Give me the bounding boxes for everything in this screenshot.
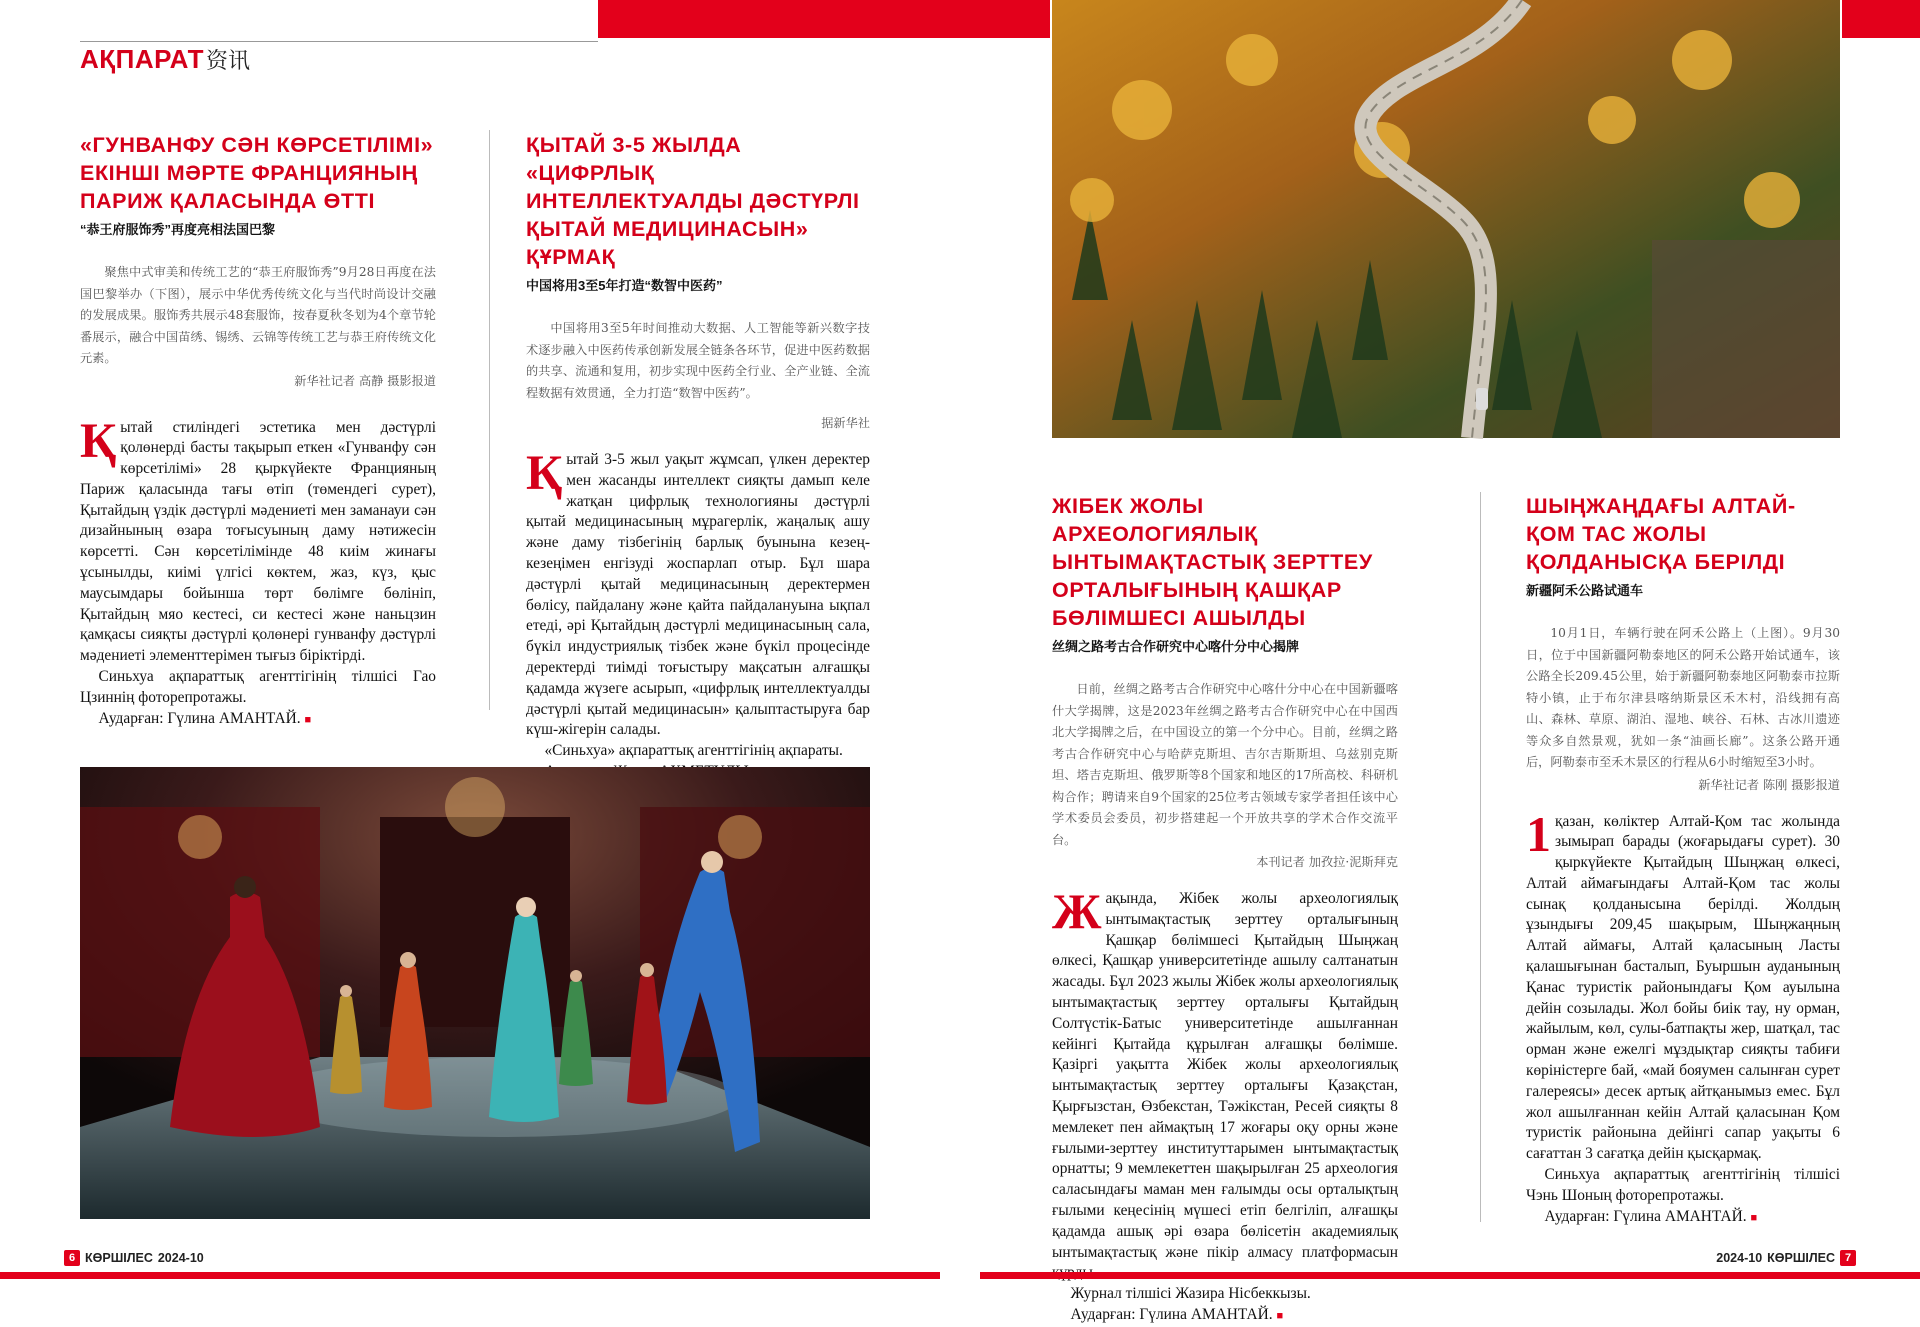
- article-kz-note: «Синьхуа» ақпараттық агенттігінің ақпараты.: [544, 742, 843, 760]
- magazine-name: КӨРШІЛЕС: [85, 1251, 153, 1265]
- article-subhead: 丝绸之路考古合作研究中心喀什分中心揭牌: [1052, 639, 1300, 654]
- article-kz-note: Синьхуа ақпараттық агенттігінің тілшісі Гао Цзиннің фоторепротажы.: [80, 668, 436, 706]
- drop-cap: Қ: [526, 444, 563, 500]
- fashion-runway-photo: [80, 767, 870, 1219]
- article-altai-road: [1526, 492, 1840, 1228]
- section-label-zh: 资讯: [206, 48, 251, 73]
- article-translator: Аударған: Гүлина АМАНТАЙ.: [1544, 1207, 1747, 1225]
- article-zh-credit: 据新华社: [821, 416, 870, 430]
- top-red-bar-left: [598, 0, 1050, 38]
- bottom-red-bar-left: [0, 1272, 940, 1279]
- article-kz-text: қазан, көліктер Алтай-Қом тас жолында зымырап барады (жоғарыдағы сурет). 30 қыркүйекте Қытайдың Шыңжаң өлкесі, Алтай аймағындағы Алтай-Қом тас жолы сынақ қолданысына берілді. Жолдың ұзындығы 209,45 шақырым, Шыңжаңның Алтай аймағы, Алтай қаласының Ласты қалашығынан басталып, Буыршын ауданының Қанас туристік районындағы Қом ауылына дейін созылады. Жол бойы биік тау, ну орман, жайылым, көл, сулы-батпақты жер, шатқал, тас орман және ежелгі мұздықтар сияқты табиғи көріністерге бай, «май бояумен салынған сурет галереясы» десек артық айтқанымыз емес. Бұл жол ашылғаннан кейін Алтай қаласынан Қом туристік районына дейінгі сапар уақыты 6 сағаттан 3 сағатқа дейін қысқармақ.: [1526, 812, 1840, 1163]
- article-kz-text: ытай стиліндегі эстетика мен дәстүрлі қолөнерді басты тақырып еткен «Гунванфу сән көрсетілімі» 28 қыркүйекте Францияның Париж қаласында тағы өтіп (төмендегі сурет), Қытайдың үздік дәстүрлі мәдениеті мен заманауи сән дизайнының өзара тоғысуының даму нәтижесін көрсетті. Сән көрсетілімінде 48 киім жинағы ұсынылды, киімі үлгісі көктем, жаз, күз, қыс маусымдары бойынша төрт бөлімге бөлініп, Қытайдың мяо кестесі, си кестесі және наньцзин қамқасы сияқты дәстүрлі қолөнері гунванфу дәстүрлі мәдениеті элементтерімен тығыз біріктірді.: [80, 418, 436, 665]
- article-kz-text: ытай 3-5 жыл уақыт жұмсап, үлкен деректер мен жасанды интеллект сияқты дамып келе жатқан цифрлық технологияны дәстүрлі қытай медицинасының мұрагерлік, жаңалық ашу және даму тізбегінің барлық буынына кезең-кезеңімен енгізуді жоспарлап отыр. Бұл шара дәстүрлі қытай медицинасының деректермен бөлісу, пайдалану және қайта пайдалануына ықпал етеді, әрі Қытайдың дәстүрлі медицинасының сала, бүкіл индустриялық тізбек және бүкіл процесінде деректерді тиімді тоғыстыру мақсатын алғашқы қадамда жүзеге асырып, «цифрлық интеллектуалды дәстүрлі қытай медицинасын» қалыптастыруға бар күш-жігерін салады.: [526, 451, 870, 739]
- bottom-red-bar-right: [980, 1272, 1920, 1279]
- article-fashion: [80, 131, 436, 730]
- article-headline: ШЫҢЖАҢДАҒЫ АЛТАЙ-ҚОМ ТАС ЖОЛЫ ҚОЛДАНЫСҚА БЕРІЛДІ: [1526, 494, 1796, 574]
- article-zh-body: 日前，丝绸之路考古合作研究中心喀什分中心在中国新疆喀什大学揭牌，这是2023年丝绸之路考古合作研究中心在中国西北大学揭牌之后，在中国设立的第一个分中心。目前，丝绸之路考古合作研究中心与哈萨克斯坦、吉尔吉斯斯坦、乌兹别克斯坦、塔吉克斯坦、俄罗斯等8个国家和地区的17所高校、科研机构合作；聘请来自9个国家的25位考古领域专家学者担任该中心学术委员会委员，初步搭建起一个开放共享的学术合作交流平台。: [1052, 682, 1398, 847]
- autumn-forest-road-photo: [1052, 0, 1840, 438]
- article-zh-credit: 本刊记者 加孜拉·泥斯拜克: [1256, 855, 1398, 869]
- issue-number: 2024-10: [157, 1251, 204, 1265]
- article-kz-note: Журнал тілшісі Жазира Нісбеккызы.: [1070, 1285, 1311, 1303]
- end-mark-icon: ■: [1750, 1211, 1758, 1224]
- article-kz-text: ақында, Жібек жолы археологиялық ынтымақтастық зерттеу орталығының Қашқар бөлімшесі Қытайдың Шыңжаң өлкесі, Қашқар университетінде ашылу салтанатын жасады. Бұл 2023 жылы Жібек жолы археологиялық ынтымақтастық зерттеу орталығы Қытайдың Солтүстік-Батыс университетінде ашылғаннан кейінгі Қытайда құрылған алғашқы бөлімше. Қазіргі уақытта Жібек жолы археологиялық ынтымақтастық зерттеу орталығы Қазақстан, Қырғызстан, Өзбекстан, Тәжікстан, Ресей сияқты 8 мемлекет пен аймақтың 17 жоғары оқу орны және ғылыми-зерттеу институттарымен ынтымақтастық орнатты; 9 мемлекеттен шақырылған 25 археология саласындағы маман мен ғалымды осы орталықтың ғылыми кеңесінің мүшесі етіп белгіліп, алғашқы қадамда ашық әрі өзара бөлісетін академиялық ынтымақтастық және пікір алмасу платформасын: [1052, 890, 1398, 1261]
- page-number: 6: [64, 1250, 80, 1266]
- drop-cap: Ж: [1052, 883, 1102, 939]
- article-translator: Аударған: Гүлина АМАНТАЙ.: [1070, 1305, 1273, 1323]
- article-headline: «ГУНВАНФУ СӘН КӨРСЕТІЛІМІ» ЕКІНШІ МӘРТЕ ФРАНЦИЯНЫҢ ПАРИЖ ҚАЛАСЫНДА ӨТТІ: [80, 133, 434, 213]
- article-kz-body: [80, 411, 436, 731]
- article-kz-note: Синьхуа ақпараттық агенттігінің тілшісі Чэнь Шоның фоторепротажы.: [1526, 1166, 1840, 1204]
- article-kz-body: [526, 444, 870, 784]
- article-archaeology: [1052, 492, 1398, 1327]
- article-zh-body: 聚焦中式审美和传统工艺的“恭王府服饰秀”9月28日再度在法国巴黎举办（下图），展示中华优秀传统文化与当代时尚设计交融的发展成果。服饰秀共展示48套服饰，按春夏秋冬划为4个章节轮番展示，融合中国苗绣、锡绣、云锦等传统工艺与恭王府传统文化元素。: [80, 265, 436, 365]
- article-medicine: [526, 131, 870, 784]
- article-zh-credit: 新华社记者 高静 摄影报道: [294, 373, 436, 388]
- article-kz-body: [1526, 805, 1840, 1229]
- article-zh-body: 中国将用3至5年时间推动大数据、人工智能等新兴数字技术逐步融入中医药传承创新发展全链条各环节，促进中医药数据的共享、流通和复用，初步实现中医药全行业、全产业链、全流程数据有效贯通，全力打造“数智中医药”。: [526, 321, 870, 400]
- issue-number: 2024-10: [1716, 1251, 1763, 1265]
- article-headline: ҚЫТАЙ 3-5 ЖЫЛДА «ЦИФРЛЫҚ ИНТЕЛЛЕКТУАЛДЫ ДӘСТҮРЛІ ҚЫТАЙ МЕДИЦИНАСЫН» ҚҰРМАҚ: [526, 133, 860, 269]
- article-zh-body: 10月1日，车辆行驶在阿禾公路上（上图）。9月30日，位于中国新疆阿勒泰地区的阿禾公路开始试通车，该公路全长209.45公里，始于新疆阿勒泰地区阿勒泰市拉斯特小镇，止于布尔津县喀纳斯景区禾木村，沿线拥有高山、森林、草原、湖泊、湿地、峡谷、石林、古冰川遗迹等众多自然景观，犹如一条“油画长廊”。这条公路开通后，阿勒泰市至禾木景区的行程从6小时缩短至3小时。: [1526, 626, 1840, 769]
- top-red-bar-right: [1842, 0, 1920, 38]
- article-translator: Аударған: Гүлина АМАНТАЙ.: [98, 709, 301, 727]
- column-divider: [1480, 492, 1481, 1222]
- article-subhead: 新疆阿禾公路试通车: [1526, 583, 1644, 598]
- article-subhead: 中国将用3至5年打造“数智中医药”: [526, 278, 723, 293]
- article-zh-credit: 新华社记者 陈刚 摄影报道: [1698, 777, 1840, 792]
- drop-cap: 1: [1526, 805, 1551, 862]
- folio-left: [64, 1250, 204, 1266]
- section-label-kz: АҚПАРАТ: [80, 44, 205, 74]
- drop-cap: Қ: [80, 411, 117, 468]
- magazine-name: КӨРШІЛЕС: [1767, 1251, 1835, 1265]
- article-headline: ЖІБЕК ЖОЛЫ АРХЕОЛОГИЯЛЫҚ ЫНТЫМАҚТАСТЫҚ ЗЕРТТЕУ ОРТАЛЫҒЫНЫҢ ҚАШҚАР БӨЛІМШЕСІ АШЫЛДЫ: [1052, 494, 1373, 630]
- end-mark-icon: ■: [1276, 1309, 1284, 1322]
- folio-right: [1716, 1250, 1856, 1266]
- end-mark-icon: ■: [304, 713, 312, 726]
- column-divider: [489, 130, 490, 710]
- page-number: 7: [1840, 1250, 1856, 1266]
- section-label: [80, 44, 250, 75]
- article-kz-body: [1052, 883, 1398, 1327]
- section-rule: [80, 41, 598, 42]
- article-subhead: “恭王府服饰秀”再度亮相法国巴黎: [80, 222, 276, 237]
